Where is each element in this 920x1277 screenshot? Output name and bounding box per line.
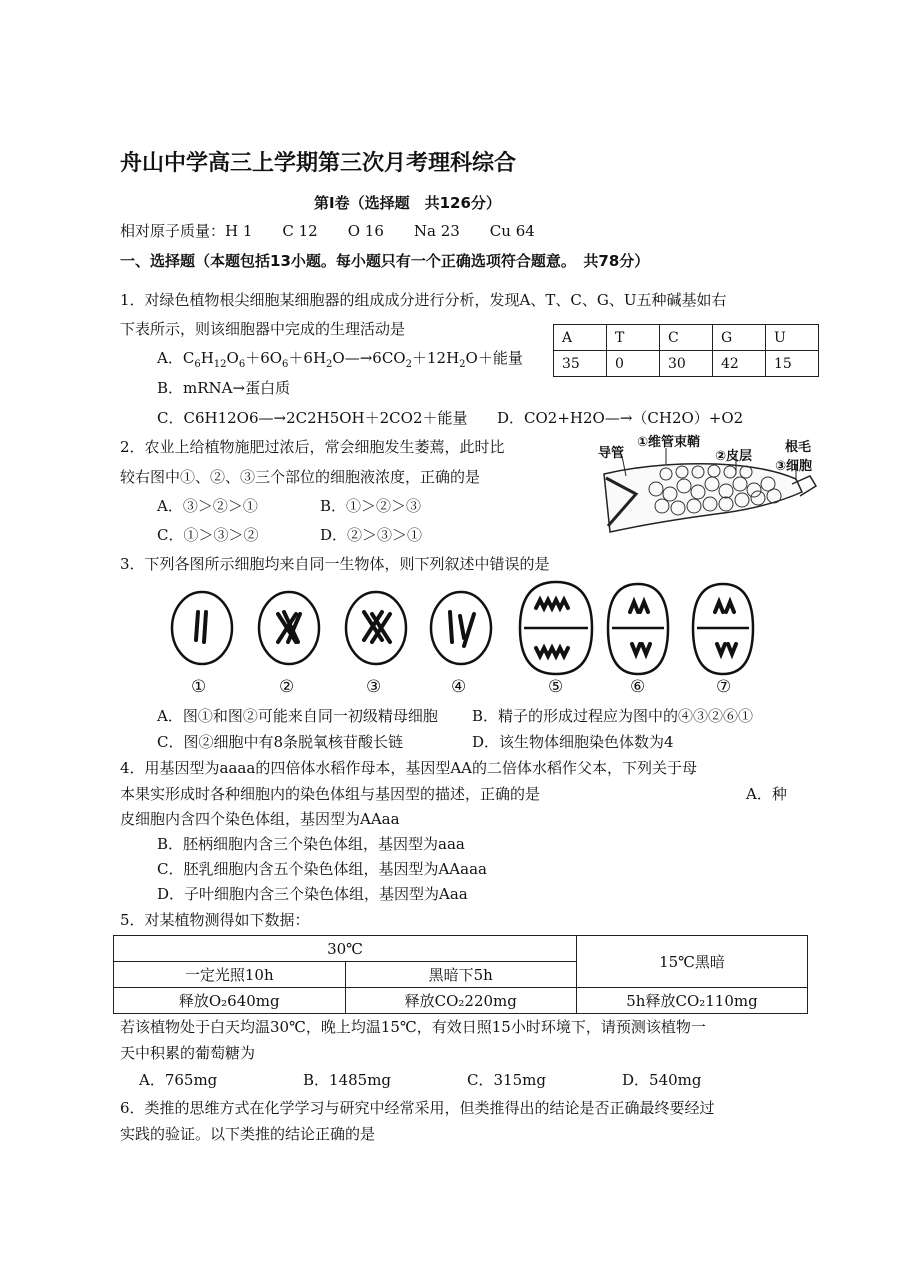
- q4-stem-line2: 本果实形成时各种细胞内的染色体组与基因型的描述，正确的是: [120, 785, 541, 803]
- table-header-cell: 黑暗下5h: [345, 962, 577, 988]
- q2-option-c: C．①＞③＞②: [157, 526, 259, 544]
- q1-option-d: D．CO2+H2O—→（CH2O）+O2: [497, 409, 744, 427]
- q3-stem: 3．下列各图所示细胞均来自同一生物体，则下列叙述中错误的是: [120, 555, 550, 573]
- q6-stem-line2: 实践的验证。以下类推的结论正确的是: [120, 1125, 376, 1143]
- table-cell: 42: [713, 351, 766, 377]
- q1-stem-line1: 1．对绿色植物根尖细胞某细胞器的组成成分进行分析，发现A、T、C、G、U五种碱基如右: [120, 291, 727, 309]
- cell-label-2: ②: [279, 677, 295, 697]
- table-cell: 15: [766, 351, 819, 377]
- cell-7-icon: [693, 584, 753, 674]
- q2-stem-line2: 较右图中①、②、③三个部位的细胞液浓度，正确的是: [120, 468, 481, 486]
- q2-option-d: D．②＞③＞①: [320, 526, 423, 544]
- q5-stem: 5．对某植物测得如下数据：: [120, 911, 310, 929]
- cell-label-5: ⑤: [548, 677, 564, 697]
- q3-option-c: C．图②细胞中有8条脱氧核苷酸长链: [157, 733, 404, 751]
- atomic-mass-line: 相对原子质量：H 1 C 12 O 16 Na 23 Cu 64: [120, 222, 535, 240]
- cell-division-figures: [160, 576, 770, 684]
- q1-option-c: C．C6H12O6—→2C2H5OH＋2CO2＋能量: [157, 409, 468, 427]
- fig-label-root-hair: 根毛: [785, 440, 812, 455]
- q5-option-c: C．315mg: [467, 1071, 546, 1089]
- fig-label-vessel: 导管: [598, 446, 625, 461]
- q2-stem-line1: 2．农业上给植物施肥过浓后，常会细胞发生萎蔫，此时比: [120, 438, 505, 456]
- q3-option-d: D．该生物体细胞染色体数为4: [472, 733, 674, 751]
- fig-label-cortex: ②皮层: [715, 449, 753, 464]
- q3-option-b: B．精子的形成过程应为图中的④③②⑥①: [472, 707, 754, 725]
- q1-option-a: A．$C_6H_{12}O_6+6O_6+6H_2O—\to 6CO_2+12H_2O+$能量: [157, 349, 523, 370]
- table-cell: 释放O₂640mg: [114, 988, 346, 1014]
- q2-option-b: B．①＞②＞③: [320, 497, 422, 515]
- q4-option-c: C．胚乳细胞内含五个染色体组，基因型为AAaaa: [157, 860, 487, 878]
- table-header-cell: T: [607, 325, 660, 351]
- table-row: [554, 325, 819, 351]
- q5-followup-line1: 若该植物处于白天均温30℃，晚上均温15℃，有效日照15小时环境下，请预测该植物一: [120, 1018, 706, 1036]
- q5-option-b: B．1485mg: [303, 1071, 392, 1089]
- table-header-cell: G: [713, 325, 766, 351]
- q4-option-a-label: A．种: [746, 785, 787, 803]
- q1-stem-line2: 下表所示，则该细胞器中完成的生理活动是: [120, 320, 406, 338]
- table-header-cell: C: [660, 325, 713, 351]
- q4-stem-line1: 4．用基因型为aaaa的四倍体水稻作母本，基因型AA的二倍体水稻作父本，下列关于母: [120, 759, 697, 777]
- table-cell: 30: [660, 351, 713, 377]
- table-header-cell: A: [554, 325, 607, 351]
- table-header-cell: 30℃: [114, 936, 577, 962]
- q6-stem-line1: 6．类推的思维方式在化学学习与研究中经常采用，但类推得出的结论是否正确最终要经过: [120, 1099, 715, 1117]
- fig-label-cell: ③细胞: [775, 459, 813, 474]
- base-composition-table: [553, 324, 819, 377]
- q3-option-a: A．图①和图②可能来自同一初级精母细胞: [157, 707, 438, 725]
- q2-option-a: A．③＞②＞①: [157, 497, 258, 515]
- table-row: [114, 936, 808, 962]
- cell-6-icon: [608, 584, 668, 674]
- table-row: [114, 988, 808, 1014]
- q4-option-b: B．胚柄细胞内含三个染色体组，基因型为aaa: [157, 835, 465, 853]
- q5-option-d: D．540mg: [622, 1071, 702, 1089]
- q5-followup-line2: 天中积累的葡萄糖为: [120, 1044, 256, 1062]
- cell-label-3: ③: [366, 677, 382, 697]
- table-row: [554, 351, 819, 377]
- cell-label-6: ⑥: [630, 677, 646, 697]
- cell-label-1: ①: [191, 677, 207, 697]
- q4-option-d: D．子叶细胞内含三个染色体组，基因型为Aaa: [157, 885, 468, 903]
- cell-label-7: ⑦: [716, 677, 732, 697]
- plant-measurement-table: [113, 935, 808, 1014]
- part1-header: 一、选择题（本题包括13小题。每小题只有一个正确选项符合题意。 共78分）: [120, 252, 650, 270]
- cell-1-icon: [172, 592, 232, 664]
- fig-label-bundle-sheath: ①维管束鞘: [637, 435, 701, 450]
- table-header-cell: U: [766, 325, 819, 351]
- table-header-cell: 一定光照10h: [114, 962, 346, 988]
- cell-label-4: ④: [451, 677, 467, 697]
- table-header-cell: 15℃黑暗: [577, 936, 808, 988]
- table-cell: 5h释放CO₂110mg: [577, 988, 808, 1014]
- table-cell: 释放CO₂220mg: [345, 988, 577, 1014]
- table-cell: 0: [607, 351, 660, 377]
- table-cell: 35: [554, 351, 607, 377]
- section-header: 第Ⅰ卷（选择题 共126分）: [314, 194, 501, 212]
- q4-option-a: 皮细胞内含四个染色体组，基因型为AAaa: [120, 810, 400, 828]
- page-title: 舟山中学高三上学期第三次月考理科综合: [120, 151, 517, 176]
- q1-option-b: B．mRNA→蛋白质: [157, 379, 291, 397]
- q5-option-a: A．765mg: [139, 1071, 218, 1089]
